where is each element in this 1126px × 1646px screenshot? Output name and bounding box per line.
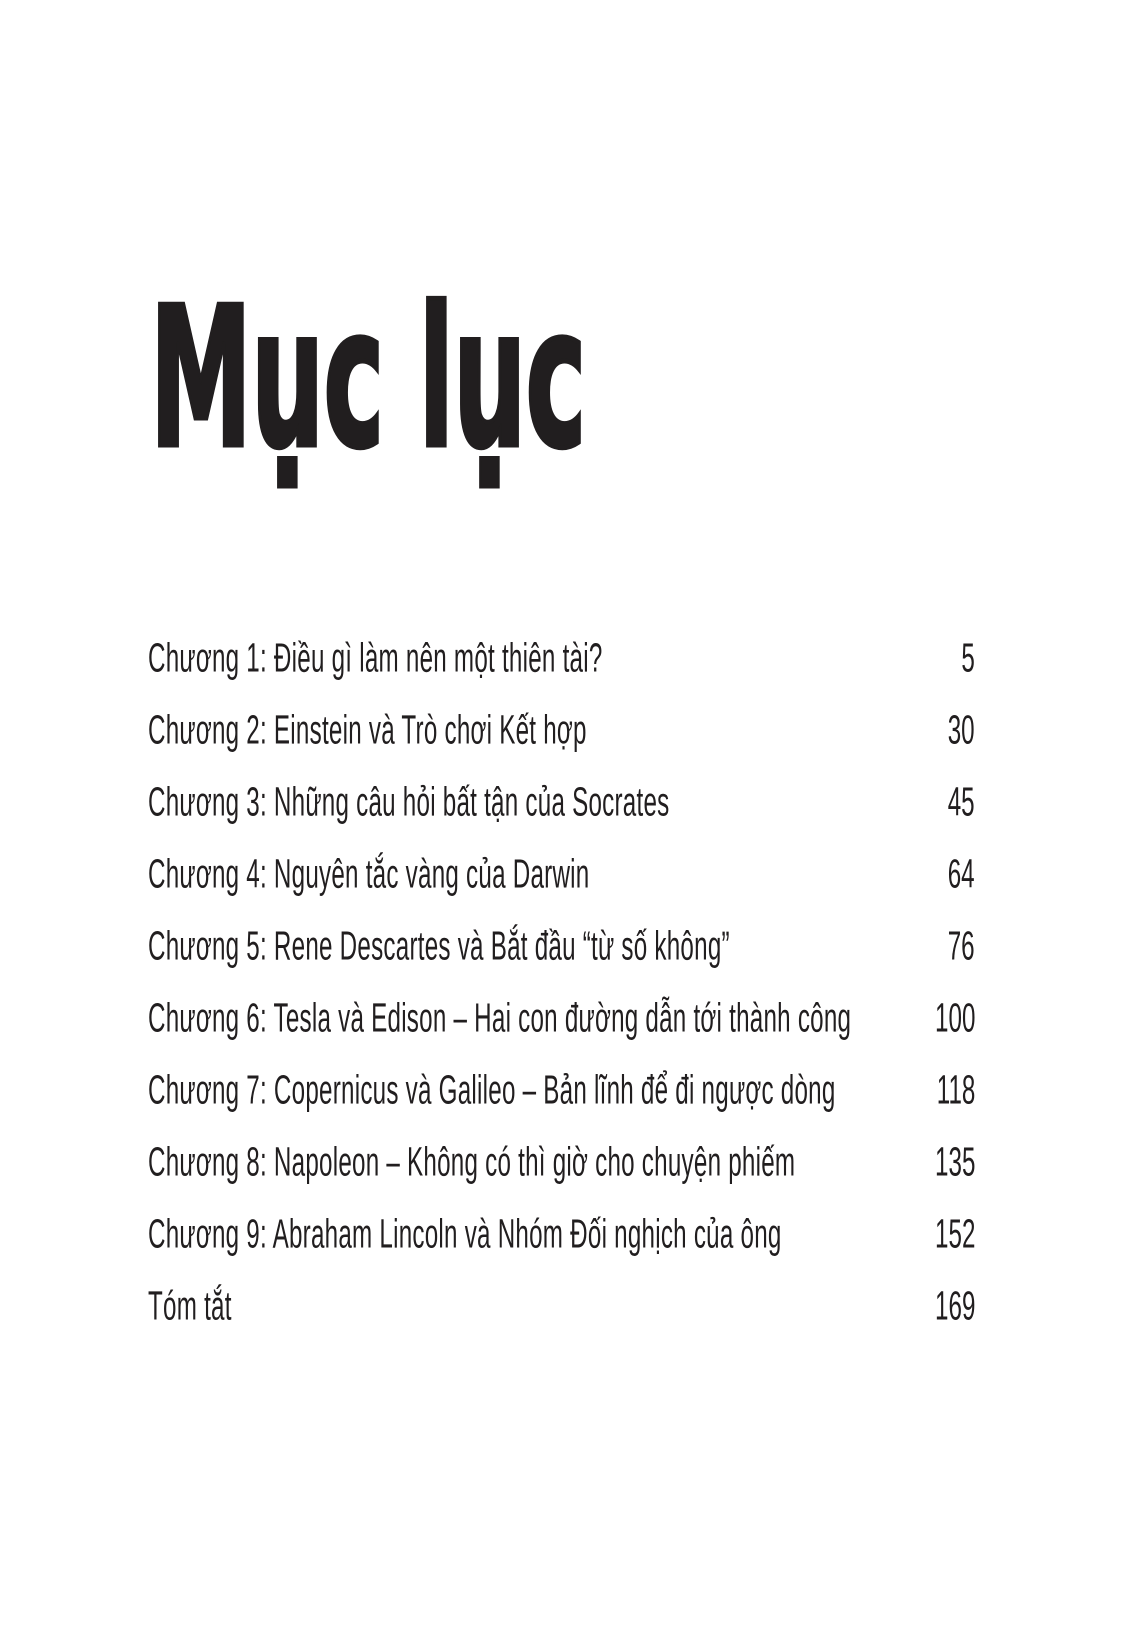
toc-entry-label: Chương 8: Napoleon – Không có thì giờ cho chuyện phiếm (148, 1138, 796, 1185)
toc-entry-page-number: 45 (948, 778, 975, 825)
toc-entry (148, 694, 975, 766)
toc-entry-page-number: 5 (961, 634, 975, 681)
toc-entry-label: Chương 9: Abraham Lincoln và Nhóm Đối nghịch của ông (148, 1210, 782, 1257)
toc-entry-label: Chương 5: Rene Descartes và Bắt đầu “từ số không” (148, 922, 730, 969)
toc-entry-label: Chương 6: Tesla và Edison – Hai con đường dẫn tới thành công (148, 994, 852, 1041)
page-title (150, 266, 972, 491)
toc-entry (148, 982, 975, 1054)
toc-list (148, 622, 975, 1342)
toc-entry (148, 622, 975, 694)
toc-entry-page-number: 118 (936, 1066, 975, 1113)
toc-entry (148, 1270, 975, 1342)
toc-entry-label: Chương 2: Einstein và Trò chơi Kết hợp (148, 706, 587, 753)
toc-entry-page-number: 169 (934, 1282, 975, 1329)
toc-entry (148, 838, 975, 910)
toc-entry-label: Chương 3: Những câu hỏi bất tận của Socrates (148, 778, 670, 825)
toc-entry-label: Chương 7: Copernicus và Galileo – Bản lĩnh để đi ngược dòng (148, 1066, 836, 1113)
toc-entry-page-number: 152 (934, 1210, 975, 1257)
toc-entry-page-number: 100 (934, 994, 975, 1041)
toc-entry-label: Chương 4: Nguyên tắc vàng của Darwin (148, 850, 590, 897)
toc-entry-page-number: 30 (948, 706, 975, 753)
toc-entry-page-number: 135 (934, 1138, 975, 1185)
toc-entry-label: Tóm tắt (148, 1282, 232, 1329)
page-title-text: Mục lục (150, 266, 586, 491)
toc-entry (148, 910, 975, 982)
toc-entry-label: Chương 1: Điều gì làm nên một thiên tài? (148, 634, 603, 681)
toc-entry-page-number: 64 (948, 850, 975, 897)
toc-entry (148, 1126, 975, 1198)
toc-entry-page-number: 76 (948, 922, 975, 969)
toc-entry (148, 766, 975, 838)
toc-entry (148, 1198, 975, 1270)
toc-entry (148, 1054, 975, 1126)
